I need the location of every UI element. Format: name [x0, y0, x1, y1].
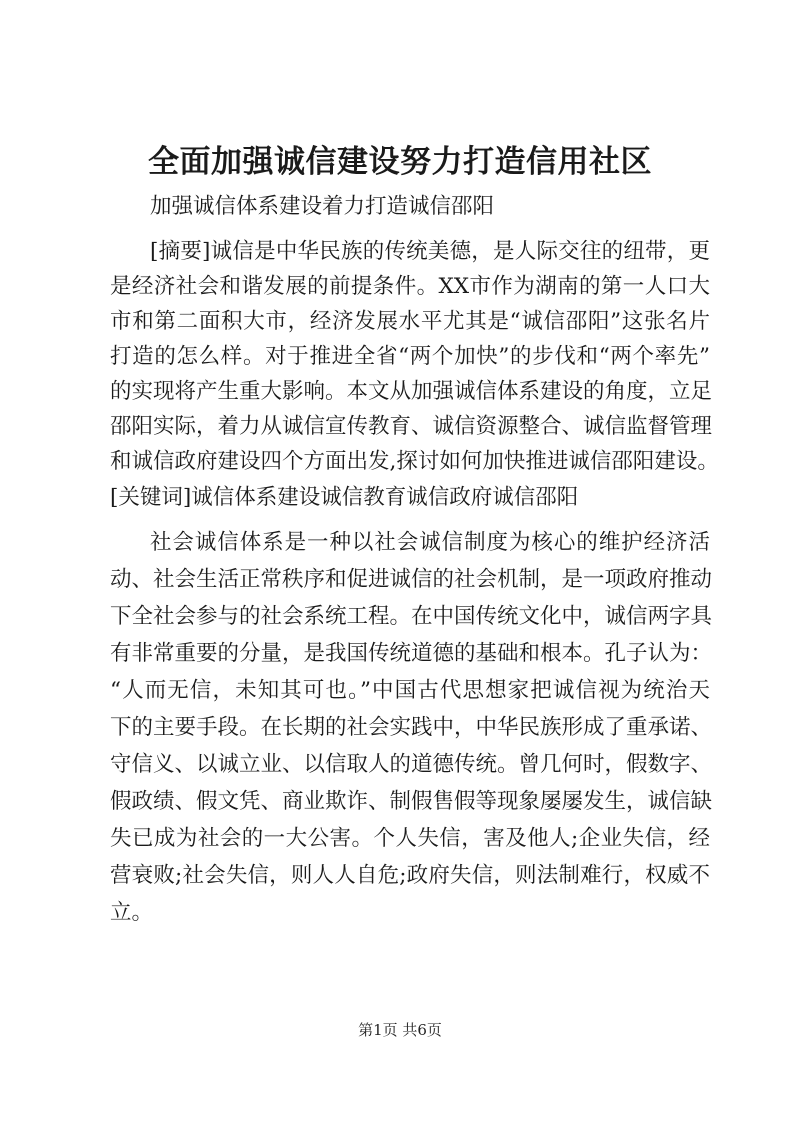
abstract-line: 是经济社会和谐发展的前提条件。XX市作为湖南的第一人口大 — [110, 274, 710, 299]
body-line: “人而无信，未知其可也。”中国古代思想家把诚信视为统治天 — [110, 678, 710, 703]
body-line: 失已成为社会的一大公害。个人失信，害及他人;企业失信，经 — [110, 826, 710, 851]
body-line: 下全社会参与的社会系统工程。在中国传统文化中，诚信两字具 — [110, 604, 713, 629]
body-line: 立。 — [110, 900, 154, 925]
abstract-line: 邵阳实际，着力从诚信宣传教育、诚信资源整合、诚信监督管理 — [110, 414, 713, 439]
body-line: 下的主要手段。在长期的社会实践中，中华民族形成了重承诺、 — [110, 715, 713, 740]
body-line: 社会诚信体系是一种以社会诚信制度为核心的维护经济活 — [150, 530, 710, 555]
document-title: 全面加强诚信建设努力打造信用社区 — [148, 144, 652, 180]
abstract-line: 和诚信政府建设四个方面出发,探讨如何加快推进诚信邵阳建设。 — [110, 449, 719, 474]
body-line: 营衰败;社会失信，则人人自危;政府失信，则法制难行，权威不 — [110, 863, 710, 888]
abstract-line: 打造的怎么样。对于推进全省“两个加快”的步伐和“两个率先” — [110, 344, 710, 369]
keywords-line: [关键词]诚信体系建设诚信教育诚信政府诚信邵阳 — [110, 485, 579, 510]
body-line: 有非常重要的分量，是我国传统道德的基础和根本。孔子认为： — [110, 641, 713, 666]
body-line: 守信义、以诚立业、以信取人的道德传统。曾几何时，假数字、 — [110, 752, 713, 777]
body-line: 假政绩、假文凭、商业欺诈、制假售假等现象屡屡发生，诚信缺 — [110, 789, 713, 814]
abstract-line: [摘要]诚信是中华民族的传统美德，是人际交往的纽带，更 — [150, 239, 710, 264]
abstract-line: 的实现将产生重大影响。本文从加强诚信体系建设的角度，立足 — [110, 379, 713, 404]
document-subtitle: 加强诚信体系建设着力打造诚信邵阳 — [150, 194, 495, 219]
abstract-line: 市和第二面积大市，经济发展水平尤其是“诚信邵阳”这张名片 — [110, 309, 710, 334]
body-line: 动、社会生活正常秩序和促进诚信的社会机制，是一项政府推动 — [110, 567, 713, 592]
page-footer: 第1页 共6页 — [358, 1021, 442, 1039]
